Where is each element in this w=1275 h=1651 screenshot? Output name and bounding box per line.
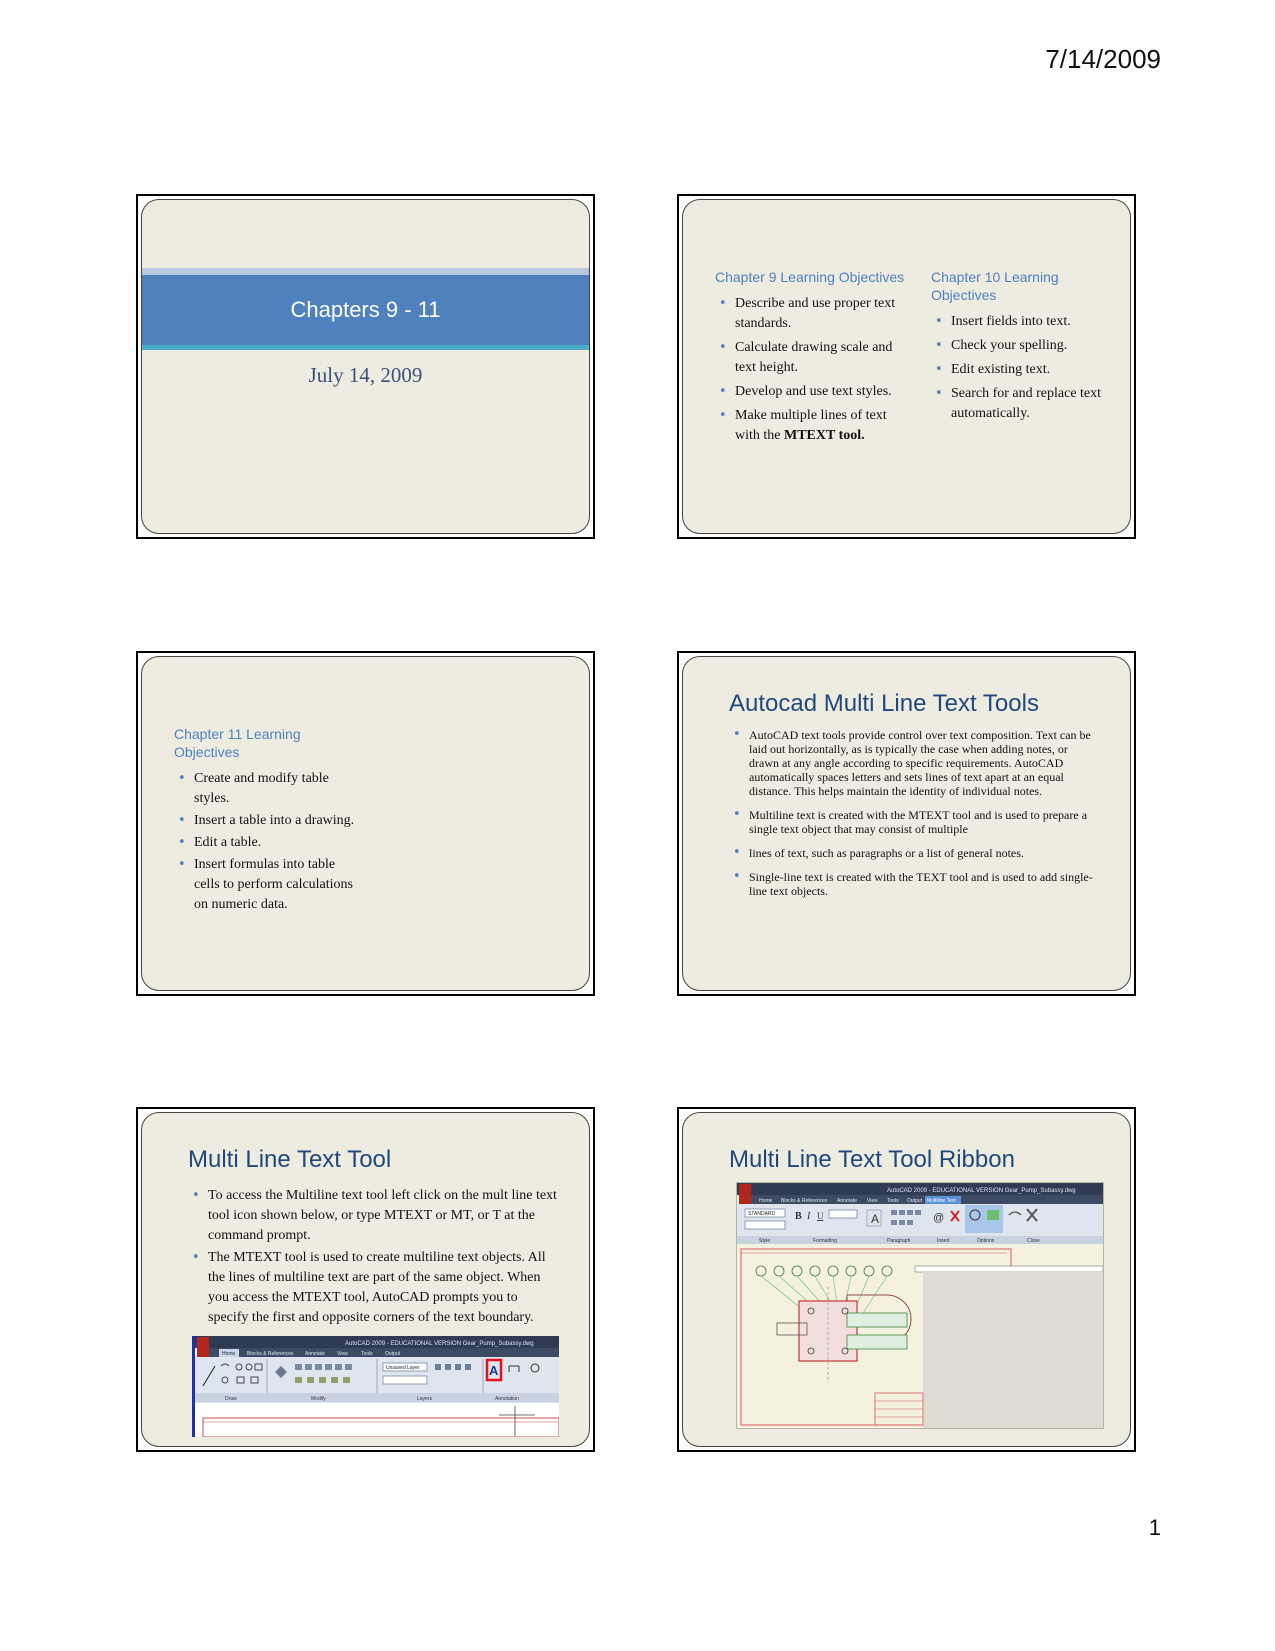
slide-5 bbox=[136, 1107, 595, 1452]
svg-text:Layers: Layers bbox=[417, 1396, 433, 1402]
svg-text:Output: Output bbox=[385, 1351, 401, 1357]
svg-text:View: View bbox=[867, 1198, 878, 1204]
svg-text:Blocks & References: Blocks & References bbox=[781, 1198, 828, 1204]
chapter-11-heading: Chapter 11 Learning Objectives bbox=[174, 726, 301, 760]
svg-text:@: @ bbox=[933, 1212, 945, 1224]
svg-text:Style: Style bbox=[759, 1238, 771, 1244]
slide-5-content bbox=[188, 1186, 558, 1330]
title-band-rule bbox=[142, 345, 589, 350]
slide-4-body bbox=[682, 656, 1131, 991]
list-item: • Check your spelling. bbox=[931, 336, 1121, 356]
list-item: • Create and modify table styles. bbox=[174, 769, 364, 809]
multiline-text-ribbon-screenshot bbox=[736, 1182, 1104, 1429]
svg-text:Draw: Draw bbox=[225, 1396, 237, 1402]
slide-6-body bbox=[682, 1112, 1131, 1447]
svg-text:Annotation: Annotation bbox=[495, 1396, 519, 1402]
svg-text:Insert: Insert bbox=[937, 1238, 950, 1244]
list-item: • The MTEXT tool is used to create multiline text objects. All the lines of multiline text are part of the same object. When you access the MTEXT tool, AutoCAD prompts you to specify the first and opposite corners of the text boundary. bbox=[188, 1248, 558, 1328]
slide-3-body bbox=[141, 656, 590, 991]
chapter-10-objectives bbox=[931, 268, 1121, 428]
slide-4 bbox=[677, 651, 1136, 996]
svg-text:B: B bbox=[795, 1211, 802, 1222]
svg-text:Formatting: Formatting bbox=[813, 1238, 837, 1244]
svg-text:AutoCAD 2009 - EDUCATIONAL VER: AutoCAD 2009 - EDUCATIONAL VERSION Gear_Pump_Subassy.dwg bbox=[345, 1341, 534, 1347]
svg-text:Paragraph: Paragraph bbox=[887, 1238, 911, 1244]
svg-text:Options: Options bbox=[977, 1238, 995, 1244]
list-item: • Develop and use text styles. bbox=[715, 382, 911, 402]
list-item: • Multiline text is created with the MTEXT tool and is used to prepare a single text object that may consist of multiple bbox=[729, 808, 1099, 836]
chapter-9-heading: Chapter 9 Learning Objectives bbox=[715, 269, 905, 285]
slide-2 bbox=[677, 194, 1136, 539]
slide-4-title: Autocad Multi Line Text Tools bbox=[729, 690, 1039, 717]
svg-text:Output: Output bbox=[907, 1198, 923, 1204]
svg-text:U: U bbox=[817, 1211, 824, 1221]
svg-text:Home: Home bbox=[222, 1351, 236, 1357]
slide-4-content bbox=[729, 728, 1099, 908]
svg-text:AutoCAD 2009 - EDUCATIONAL VER: AutoCAD 2009 - EDUCATIONAL VERSION Gear_Pump_Subassy.dwg bbox=[887, 1188, 1076, 1194]
svg-text:Unsaved Layer: Unsaved Layer bbox=[386, 1365, 420, 1371]
svg-text:Annotate: Annotate bbox=[837, 1198, 858, 1204]
title-band bbox=[142, 275, 589, 345]
svg-text:Tools: Tools bbox=[361, 1351, 373, 1357]
chapter-9-objectives bbox=[715, 268, 911, 450]
slide-1 bbox=[136, 194, 595, 539]
list-item bbox=[715, 406, 911, 446]
list-item: • Insert fields into text. bbox=[931, 312, 1121, 332]
title-band-accent bbox=[142, 268, 589, 275]
autocad-ribbon-screenshot bbox=[192, 1336, 559, 1437]
slide-1-body bbox=[141, 199, 590, 534]
slide-3 bbox=[136, 651, 595, 996]
list-item-text: Make multiple lines of text with the bbox=[735, 408, 887, 443]
list-item: • lines of text, such as paragraphs or a list of general notes. bbox=[729, 846, 1099, 860]
svg-text:Tools: Tools bbox=[887, 1198, 899, 1204]
multiline-text-ribbon-drawing bbox=[737, 1183, 1103, 1428]
slide-1-subtitle: July 14, 2009 bbox=[308, 363, 423, 387]
list-item: • Describe and use proper text standards. bbox=[715, 294, 911, 334]
slide-1-title: Chapters 9 - 11 bbox=[290, 297, 441, 322]
svg-text:Modify: Modify bbox=[311, 1396, 326, 1402]
slide-2-body bbox=[682, 199, 1131, 534]
page-number: 1 bbox=[1148, 1515, 1161, 1540]
chapter-11-objectives bbox=[174, 725, 364, 917]
svg-text:I: I bbox=[807, 1211, 811, 1222]
list-item: • Insert a table into a drawing. bbox=[174, 811, 364, 831]
list-item: • Insert formulas into table cells to perform calculations on numeric data. bbox=[174, 855, 364, 915]
list-item: • Edit a table. bbox=[174, 833, 364, 853]
slide-5-body bbox=[141, 1112, 590, 1447]
svg-text:A: A bbox=[871, 1212, 880, 1226]
svg-text:Multiline Text: Multiline Text bbox=[927, 1198, 956, 1204]
svg-text:View: View bbox=[337, 1351, 348, 1357]
list-item: • To access the Multiline text tool left click on the mult line text tool icon shown below, or type MTEXT or MT, or T at the command prompt. bbox=[188, 1186, 558, 1246]
slide-6-title: Multi Line Text Tool Ribbon bbox=[729, 1146, 1015, 1173]
slide-5-title: Multi Line Text Tool bbox=[188, 1146, 392, 1173]
list-item: • Calculate drawing scale and text height. bbox=[715, 338, 911, 378]
list-item: • AutoCAD text tools provide control over text composition. Text can be laid out horizontally, as is typically the case when adding notes, or drawn at any angle according to specific requirements. AutoCAD automatically spaces letters and sets lines of text apart at an equal distance. This helps maintain the identity of individual notes. bbox=[729, 728, 1099, 798]
svg-text:STANDARD: STANDARD bbox=[748, 1211, 776, 1217]
chapter-10-heading: Chapter 10 Learning Objectives bbox=[931, 269, 1059, 303]
svg-text:Home: Home bbox=[759, 1198, 773, 1204]
list-item: • Single-line text is created with the TEXT tool and is used to add single-line text objects. bbox=[729, 870, 1099, 898]
list-item: • Search for and replace text automatically. bbox=[931, 384, 1121, 424]
page-date: 7/14/2009 bbox=[1045, 44, 1161, 74]
list-item-bold: MTEXT tool. bbox=[784, 428, 865, 443]
svg-text:Annotate: Annotate bbox=[305, 1351, 326, 1357]
svg-text:Close: Close bbox=[1027, 1238, 1040, 1244]
autocad-ribbon-drawing bbox=[195, 1336, 559, 1437]
slide-6 bbox=[677, 1107, 1136, 1452]
list-item: • Edit existing text. bbox=[931, 360, 1121, 380]
svg-text:Blocks & References: Blocks & References bbox=[247, 1351, 294, 1357]
svg-text:A: A bbox=[489, 1363, 499, 1378]
